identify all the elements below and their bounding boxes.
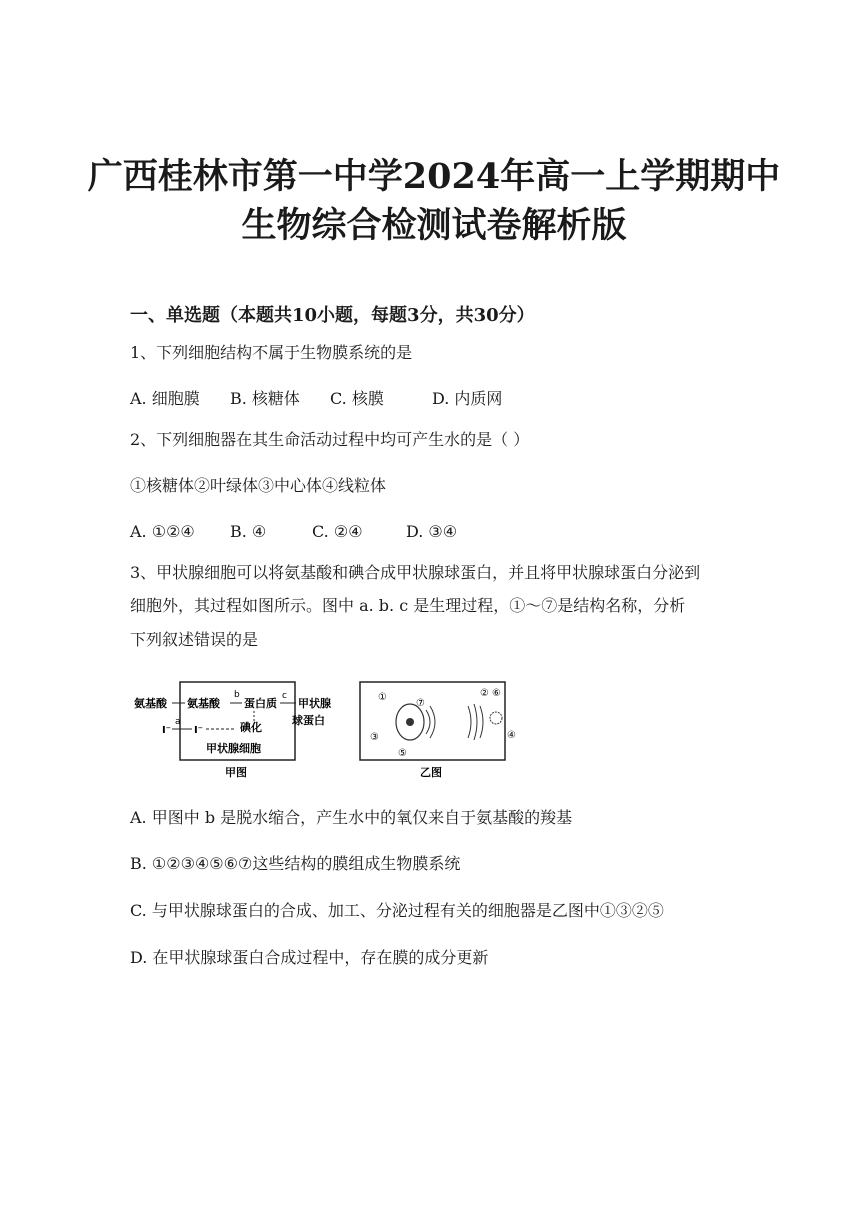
q3-option-c: C. 与甲状腺球蛋白的合成、加工、分泌过程有关的细胞器是乙图中①③②⑤ [130,901,664,920]
nucleolus-shape [406,718,414,726]
mark-7: ⑦ [416,698,425,709]
q2-option-d: D. ③④ [406,522,458,541]
label-thyroid-cell: 甲状腺细胞 [206,742,261,755]
caption-yi: 乙图 [420,766,442,779]
section-heading: 一、单选题（本题共10小题，每题3分，共30分） [130,305,535,326]
label-protein: 蛋白质 [244,697,277,710]
q3-stem-line1: 3、甲状腺细胞可以将氨基酸和碘合成甲状腺球蛋白，并且将甲状腺球蛋白分泌到 [130,563,701,582]
q3-option-d: D. 在甲状腺球蛋白合成过程中，存在膜的成分更新 [130,948,489,967]
golgi-shape [468,704,483,740]
er-shape [426,706,435,738]
mark-1: ① [378,692,387,703]
q2-stem: 2、下列细胞器在其生命活动过程中均可产生水的是（ ） [130,430,530,449]
label-amino-outside: 氨基酸 [134,697,167,710]
mark-6: ⑥ [492,688,501,699]
q2-option-a: A. ①②④ [130,522,195,541]
q3-option-b: B. ①②③④⑤⑥⑦这些结构的膜组成生物膜系统 [130,854,461,873]
q3-stem-line3: 下列叙述错误的是 [130,630,259,649]
mark-4: ④ [507,730,516,741]
label-thyroglobulin-1: 甲状腺 [298,697,331,710]
q1-option-c: C. 核膜 [330,389,384,408]
label-amino-inside: 氨基酸 [187,697,220,710]
vesicle-shape [490,712,502,724]
q1-options [130,391,502,407]
q2-option-b: B. ④ [230,522,267,541]
document-title-line1: 广西桂林市第一中学2024年高一上学期期中 [87,156,781,197]
q3-figure [130,676,530,786]
label-iodination: 碘化 [240,721,262,734]
q1-option-a: A. 细胞膜 [130,389,200,408]
q1-option-d: D. 内质网 [432,389,503,408]
q3-option-a: A. 甲图中 b 是脱水缩合，产生水中的氧仅来自于氨基酸的羧基 [130,808,573,827]
q3-stem-line2: 细胞外，其过程如图所示。图中 a. b. c 是生理过程，①～⑦是结构名称，分析 [130,596,686,615]
q2-option-c: C. ②④ [312,522,363,541]
q3-figure-svg [130,676,530,786]
caption-jia: 甲图 [225,766,247,779]
label-c: c [282,691,287,701]
figure-jia [134,682,331,779]
label-thyroglobulin-2: 球蛋白 [292,714,325,727]
mark-3: ③ [370,732,379,743]
mark-5: ⑤ [398,748,407,759]
label-iodide-inside: I⁻ [194,725,203,736]
q2-items: ①核糖体②叶绿体③中心体④线粒体 [130,476,387,495]
figure-yi [360,682,516,779]
q1-option-b: B. 核糖体 [230,389,300,408]
mark-2: ② [480,688,489,699]
document-title-line2: 生物综合检测试卷解析版 [241,205,627,246]
label-b: b [234,690,240,700]
label-a: a [175,717,181,727]
q1-stem: 1、下列细胞结构不属于生物膜系统的是 [130,343,413,362]
q2-options [130,524,457,540]
label-iodide-outside: I⁻ [162,725,171,736]
